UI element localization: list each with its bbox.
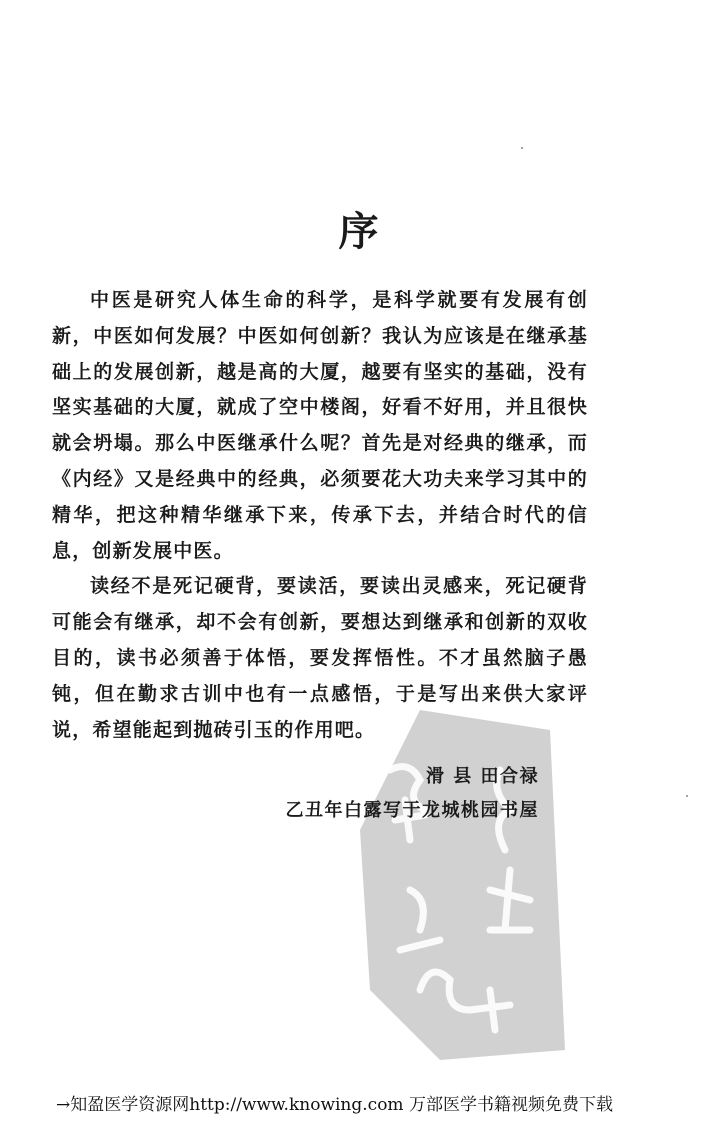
scan-speck (521, 147, 523, 149)
paragraph: 读经不是死记硬背，要读活，要读出灵感来，死记硬背可能会有继承，却不会有创新，要想达到继承和创新的双收目的，读书必须善于体悟，要发挥悟性。不才虽然脑子愚钝，但在勤求古训中也有一点感悟，于是写出来供大家评说，希望能起到抛砖引玉的作用吧。 (52, 575, 588, 741)
signature-author: 滑 县 田合禄 (425, 766, 539, 787)
scan-speck (686, 795, 688, 797)
signature-place-date: 乙丑年白露写于龙城桃园书屋 (285, 800, 539, 821)
paragraph: 中医是研究人体生命的科学，是科学就要有发展有创新，中医如何发展？中医如何创新？我认为应该是在继承基础上的发展创新，越是高的大厦，越要有坚实的基础，没有坚实基础的大厦，就成了空中楼阁，好看不好用，并且很快就会坍塌。那么中医继承什么呢？首先是对经典的继承，而《内经》又是经典中的经典，必须要花大功夫来学习其中的精华，把这种精华继承下来，传承下去，并结合时代的信息，创新发展中医。 (52, 289, 588, 562)
page-title: 序 (338, 208, 381, 255)
seal-stamp-watermark (350, 690, 570, 1070)
preface-body (52, 283, 588, 748)
watermark-footer-link[interactable]: →知盈医学资源网http://www.knowing.com 万部医学书籍视频免费下载 (56, 1095, 613, 1115)
